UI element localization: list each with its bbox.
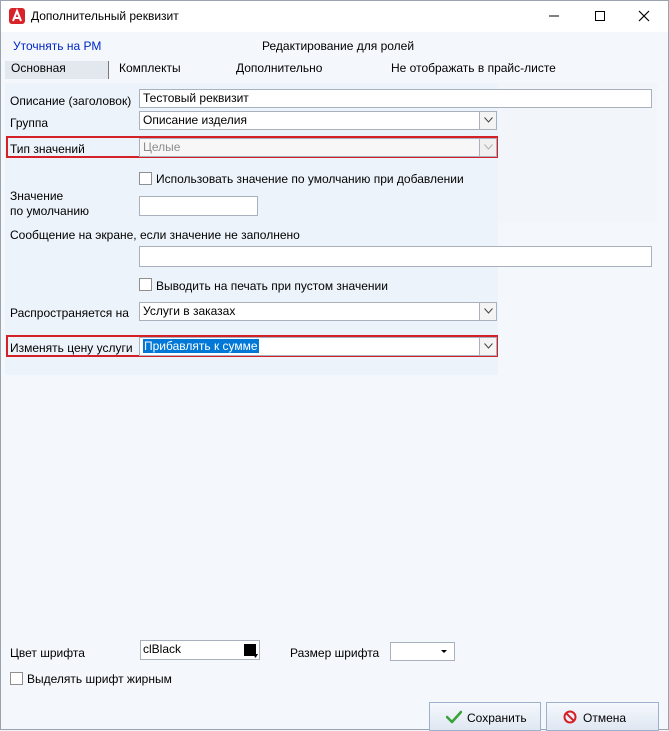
title-bar (1, 1, 668, 32)
font-color-picker[interactable] (140, 640, 260, 660)
description-input[interactable]: Тестовый реквизит (139, 89, 652, 108)
value-type-label: Тип значений (10, 142, 85, 156)
close-icon (638, 10, 650, 22)
window-title: Дополнительный реквизит (31, 9, 179, 23)
chevron-down-icon[interactable] (479, 303, 496, 320)
cancel-icon (563, 710, 577, 724)
maximize-button[interactable] (577, 1, 623, 32)
font-size-select[interactable] (390, 642, 455, 661)
applies-to-select-value: Услуги в заказах (143, 304, 236, 318)
use-default-label: Использовать значение по умолчанию при добавлении (156, 172, 464, 186)
chevron-down-icon[interactable] (479, 139, 496, 156)
value-type-select-value: Целые (143, 140, 181, 154)
default-value-input[interactable] (139, 196, 258, 216)
group-label: Группа (10, 116, 49, 130)
default-value-label-line2: по умолчанию (10, 204, 90, 218)
group-select[interactable] (139, 111, 497, 130)
chevron-down-icon[interactable] (479, 112, 496, 129)
change-price-select[interactable] (139, 337, 497, 356)
tab-kits[interactable]: Комплекты (119, 61, 181, 75)
font-color-label: Цвет шрифта (10, 646, 85, 660)
chevron-down-icon (441, 650, 447, 653)
value-type-select[interactable] (139, 138, 497, 157)
app-logo-icon (9, 8, 25, 24)
font-color-value: clBlack (143, 642, 182, 656)
refine-rm-link[interactable]: Уточнять на РМ (13, 39, 102, 53)
cancel-button-label: Отмена (583, 711, 627, 725)
tab-hide-in-pricelist[interactable]: Не отображать в прайс-листе (391, 61, 556, 75)
close-button[interactable] (621, 1, 667, 32)
empty-message-label: Сообщение на экране, если значение не заполнено (10, 228, 300, 242)
print-if-empty-checkbox[interactable] (139, 278, 152, 291)
description-label: Описание (заголовок) (10, 94, 132, 108)
chevron-down-icon[interactable] (479, 338, 496, 355)
minimize-button[interactable] (531, 1, 577, 32)
empty-message-input[interactable] (139, 246, 652, 267)
change-price-select-value: Прибавлять к сумме (144, 339, 258, 353)
role-edit-link[interactable]: Редактирование для ролей (262, 39, 415, 53)
save-button[interactable] (429, 702, 541, 731)
bold-font-checkbox[interactable] (10, 672, 23, 685)
cancel-button[interactable] (546, 702, 659, 731)
applies-to-label: Распространяется на (10, 306, 129, 320)
chevron-down-icon (253, 654, 258, 658)
applies-to-select[interactable] (139, 302, 497, 321)
print-if-empty-label: Выводить на печать при пустом значении (156, 279, 388, 293)
font-size-label: Размер шрифта (290, 646, 380, 660)
bold-font-label: Выделять шрифт жирным (27, 672, 172, 686)
change-price-label: Изменять цену услуги (10, 341, 133, 355)
tab-main[interactable]: Основная (5, 61, 109, 79)
default-value-label-line1: Значение (10, 189, 64, 203)
group-select-value: Описание изделия (143, 113, 247, 127)
use-default-checkbox[interactable] (139, 172, 152, 185)
tab-extra[interactable]: Дополнительно (236, 61, 323, 75)
checkmark-icon (446, 710, 462, 724)
save-button-label: Сохранить (467, 711, 527, 725)
